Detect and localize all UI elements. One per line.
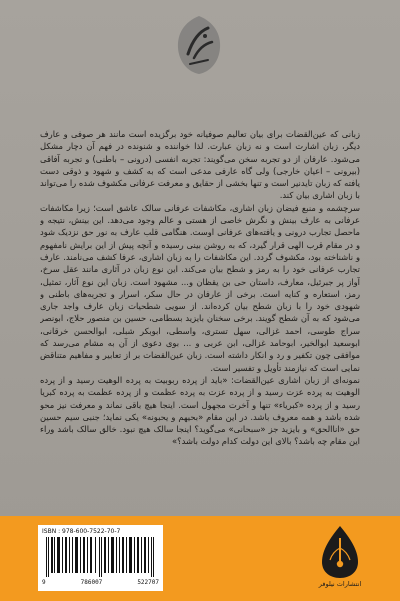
publisher-logo-icon xyxy=(174,14,224,76)
pen-nib-icon xyxy=(312,524,368,582)
barcode-panel xyxy=(38,525,163,591)
barcode-digit-lead: 9 xyxy=(42,579,46,586)
blurb-paragraph-1: زبانی که عین‌القضات برای بیان تعالیم صوفیانه خود برگزیده است مانند هر صوفی و عارف دیگر، زبان اشارت است و نه زبان عبارت. لذا خواننده و شنونده در فهم آن دچار مشکل می‌شود. عارفان از دو تجربه سخن می‌گویند: تجربه انفسی (درونی – باطنی) و تجربه آفاقی (بیرونی – اعیان خارجی) ولی گاه عارفی مدعی است که به کشف و شهود و ذوقی دست یافته که زبان تایدنیر است و تنها بخشی از حقایق و معرفت عرفانی مکشوف شده را می‌تواند با زبان اشاری بیان کند. xyxy=(40,129,360,201)
barcode-digit-group-2: 522707 xyxy=(137,579,159,586)
blurb-paragraph-3: نمونه‌ای از زبان اشاری عین‌القضات: «باید از پرده ربوبیت به پرده الوهیت رسید و از پرده الوهیت به پرده عزت رسید و از پرده عزت به پرده عظمت و از پرده عظمت به پرده کبریا رسید و از پرده «کبریاء» تنها و آخرت مجهول است. اینجا هیچ باقی نماند و معرفت نیز محو شده باشد و همه معروف باشد. در این مقام «بحیهم و یحبونه» یکی نماید؛ جنبی سیم حسین حق «اناالحق» و بایزید جز «سبحانی» می‌گوید؟ اینجا سالک هیچ نبود. خالق سالک باشد وراء این مقام چه باشد؟ بالای این دولت کدام دولت باشد؟» xyxy=(40,374,360,447)
barcode-digits xyxy=(42,579,159,586)
barcode-bars xyxy=(42,537,159,577)
blurb-text xyxy=(40,128,360,506)
isbn-label: ISBN : 978-600-7522-70-7 xyxy=(42,528,121,535)
barcode-digit-group-1: 786007 xyxy=(80,579,103,586)
publisher-name: انتشارات نیلوفر xyxy=(318,580,362,588)
blurb-paragraph-2: سرچشمه و منبع فیضان زبان اشاری، مکاشفات عرفانی سالک عاشق است؛ زیرا مکاشفات عرفانی به عارف بینش و نگرش خاصی از هستی و عالم وجود می‌دهد. این بینش، نتیجه و ماحصل تجارب درونی و یافته‌های عرفانی اوست. هنگامی قلب عارف به نور حق نزدیک شود و در مقام قرب الهی قرار گیرد، که به روشن بینی رسیده و آنچه پیش از این برایش نامفهوم و ناشناخته بود، مکشوف گردد. این مکاشفات را به زبان اشاری، عرفا کشف می‌نامند. عارف تجارب عرفانی خود را به رمز و شطح بیان می‌کند. این نوع زبان در آثاری مانند عقل سرخ، آواز پر جبرئیل، معارف، داستان حی بن یقظان و... مشهود است. زبان این نوع آثار، تمثیل، رمز، استعاره و کنایه است. برخی از عارفان در حال سکر، اسرار و تجربه‌های باطنی و شهودی خود را با زبان شطح بیان کرده‌اند. از سویی شطحیات زبان عارف واجد جاری می‌شود که به آن شطح گویند. برخی سخنان بایزید بسطامی، حسین بن منصور حلاج، ابونصر سراج طوسی، احمد غزالی، سهل تستری، واسطی، ابوبکر شبلی، ابوالحسن خرقانی، ابوسعید ابوالخیر، ابوحامد غزالی، ابن عربی و ... بوی دعوی از آن به مشام می‌رسد که موافقی چون تکفیر و رد و انکار داشته است. زبان عین‌القضات بر از تعابیر و مفاهیم متناقض نمایی است که نیازمند تأویل و تفسیر است. xyxy=(40,202,360,373)
